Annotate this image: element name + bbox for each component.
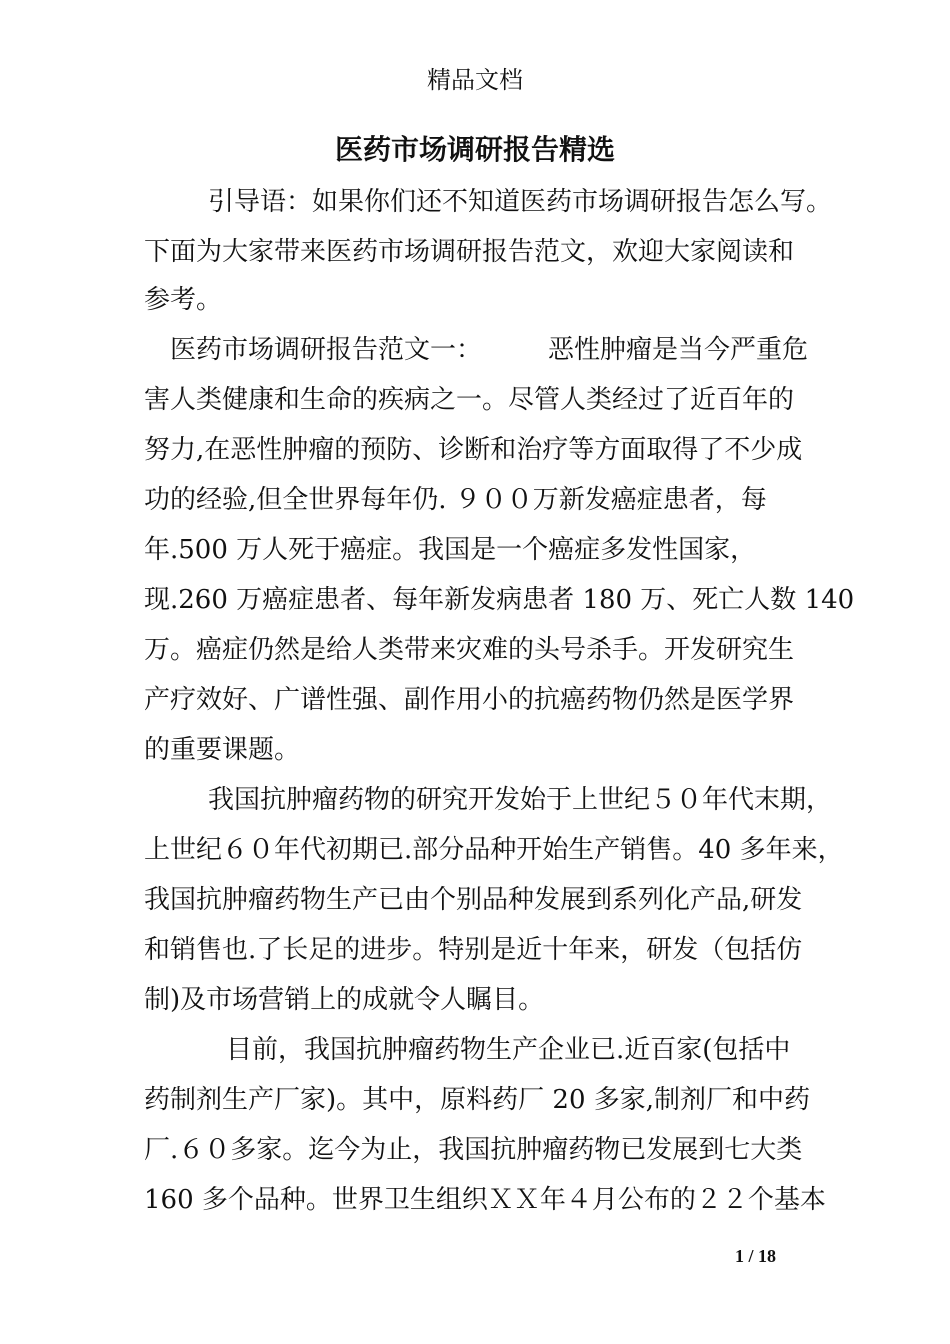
page-number: 1 / 18 [735, 1246, 777, 1266]
document-title: 医药市场调研报告精选 [334, 133, 615, 166]
body-line: 下面为大家带来医药市场调研报告范文，欢迎大家阅读和 [144, 237, 795, 267]
body-line: 现.260 万癌症患者、每年新发病患者 180 万、死亡人数 140 [144, 585, 855, 615]
body-line: 我国抗肿瘤药物的研究开发始于上世纪５０年代末期， [208, 785, 833, 815]
body-line: 医药市场调研报告范文一： [170, 335, 483, 365]
body-line: 160 多个品种。世界卫生组织ＸＸ年４月公布的２２个基本 [144, 1185, 826, 1215]
body-line: 引导语：如果你们还不知道医药市场调研报告怎么写。 [208, 187, 833, 217]
body-line: 恶性肿瘤是当今严重危 [548, 335, 809, 365]
body-line: 害人类健康和生命的疾病之一。尽管人类经过了近百年的 [144, 385, 795, 415]
body-line: 制)及市场营销上的成就令人瞩目。 [144, 985, 545, 1015]
body-line: 厂.６０多家。迄今为止，我国抗肿瘤药物已发展到七大类 [144, 1135, 803, 1165]
body-line: 年.500 万人死于癌症。我国是一个癌症多发性国家， [144, 535, 757, 565]
body-line: 目前，我国抗肿瘤药物生产企业已.近百家(包括中 [226, 1035, 791, 1065]
body-line: 努力,在恶性肿瘤的预防、诊断和治疗等方面取得了不少成 [144, 435, 803, 465]
body-line: 产疗效好、广谱性强、副作用小的抗癌药物仍然是医学界 [144, 685, 795, 715]
body-line: 的重要课题。 [144, 735, 301, 765]
body-line: 参考。 [144, 285, 223, 315]
body-line: 和销售也.了长足的进步。特别是近十年来，研发（包括仿 [144, 935, 803, 965]
body-line: 我国抗肿瘤药物生产已由个别品种发展到系列化产品,研发 [144, 885, 803, 915]
body-line: 功的经验,但全世界每年仍. ９００万新发癌症患者，每 [144, 485, 767, 515]
body-line: 上世纪６０年代初期已.部分品种开始生产销售。40 多年来， [144, 835, 844, 865]
body-line: 药制剂生产厂家)。其中，原料药厂 20 多家,制剂厂和中药 [144, 1085, 811, 1115]
header-label: 精品文档 [427, 66, 523, 94]
body-line: 万。癌症仍然是给人类带来灾难的头号杀手。开发研究生 [144, 635, 795, 665]
